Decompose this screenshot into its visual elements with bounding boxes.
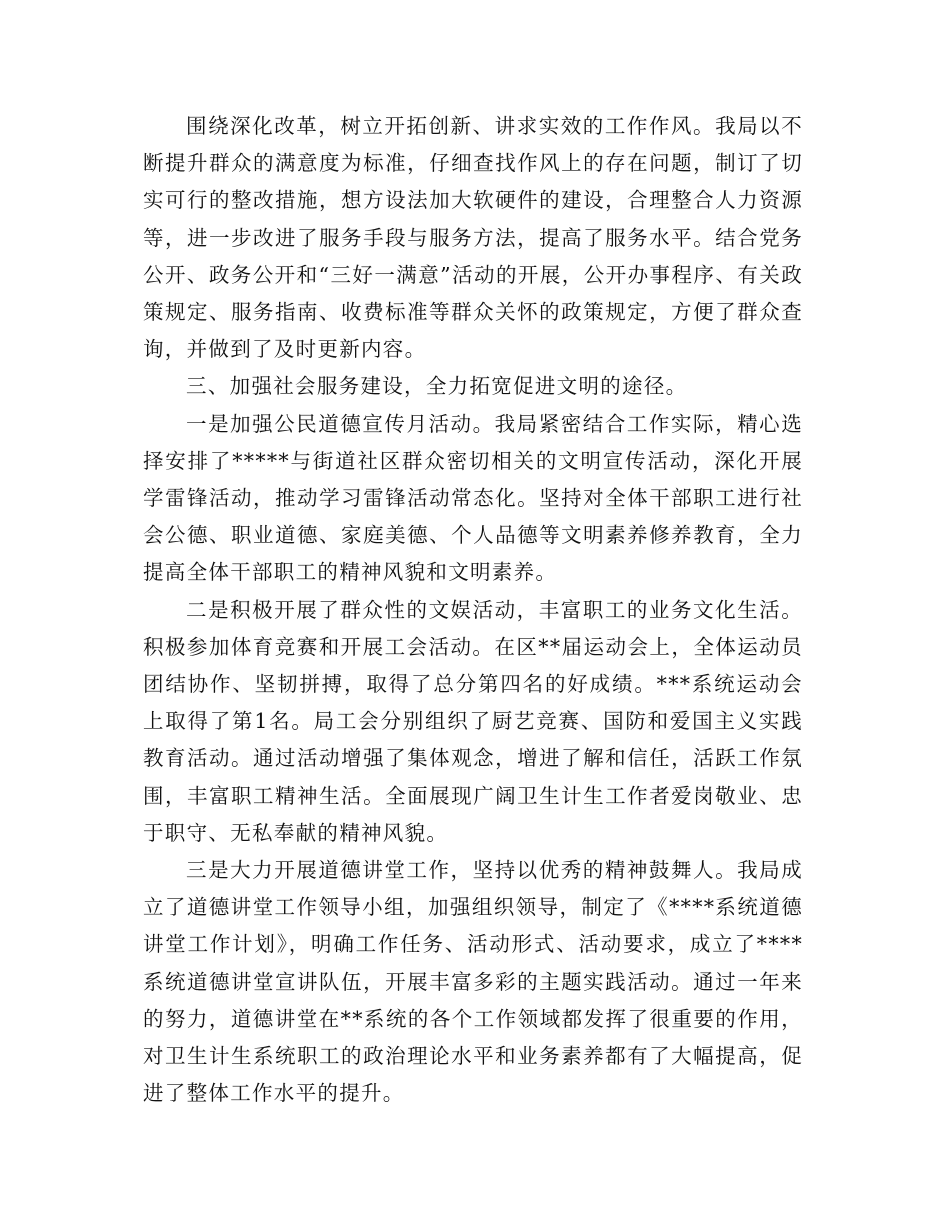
paragraph-work-style: 围绕深化改革，树立开拓创新、讲求实效的工作作风。我局以不断提升群众的满意度为标准，仔细查找作风上的存在问题，制订了切实可行的整改措施，想方设法加大软硬件的建设，合理整合人力资源等，进一步改进了服务手段与服务方法，提高了服务水平。结合党务公开、政务公开和“三好一满意”活动的开展，公开办事程序、有关政策规定、服务指南、收费标准等群众关怀的政策规定，方便了群众查询，并做到了及时更新内容。 [143, 114, 803, 362]
section-heading-social-service: 三、加强社会服务建设，全力拓宽促进文明的途径。 [186, 374, 688, 399]
document-body [143, 108, 803, 1112]
paragraph-cultural-activities: 二是积极开展了群众性的文娱活动，丰富职工的业务文化生活。积极参加体育竞赛和开展工会活动。在区**届运动会上，全体运动员团结协作、坚韧拼搏，取得了总分第四名的好成绩。***系统运动会上取得了第1名。局工会分别组织了厨艺竞赛、国防和爱国主义实践教育活动。通过活动增强了集体观念，增进了解和信任，活跃工作氛围，丰富职工精神生活。全面展现广阔卫生计生工作者爱岗敬业、忠于职守、无私奉献的精神风貌。 [143, 597, 803, 845]
paragraph-moral-lecture-hall: 三是大力开展道德讲堂工作，坚持以优秀的精神鼓舞人。我局成立了道德讲堂工作领导小组，加强组织领导，制定了《****系统道德讲堂工作计划》，明确工作任务、活动形式、活动要求，成立了****系统道德讲堂宣讲队伍，开展丰富多彩的主题实践活动。通过一年来的努力，道德讲堂在**系统的各个工作领域都发挥了很重要的作用，对卫生计生系统职工的政治理论水平和业务素养都有了大幅提高，促进了整体工作水平的提升。 [143, 858, 803, 1106]
paragraph-moral-publicity-month: 一是加强公民道德宣传月活动。我局紧密结合工作实际，精心选择安排了*****与街道社区群众密切相关的文明宣传活动，深化开展学雷锋活动，推动学习雷锋活动常态化。坚持对全体干部职工进行社会公德、职业道德、家庭美德、个人品德等文明素养修养教育，全力提高全体干部职工的精神风貌和文明素养。 [143, 411, 803, 585]
